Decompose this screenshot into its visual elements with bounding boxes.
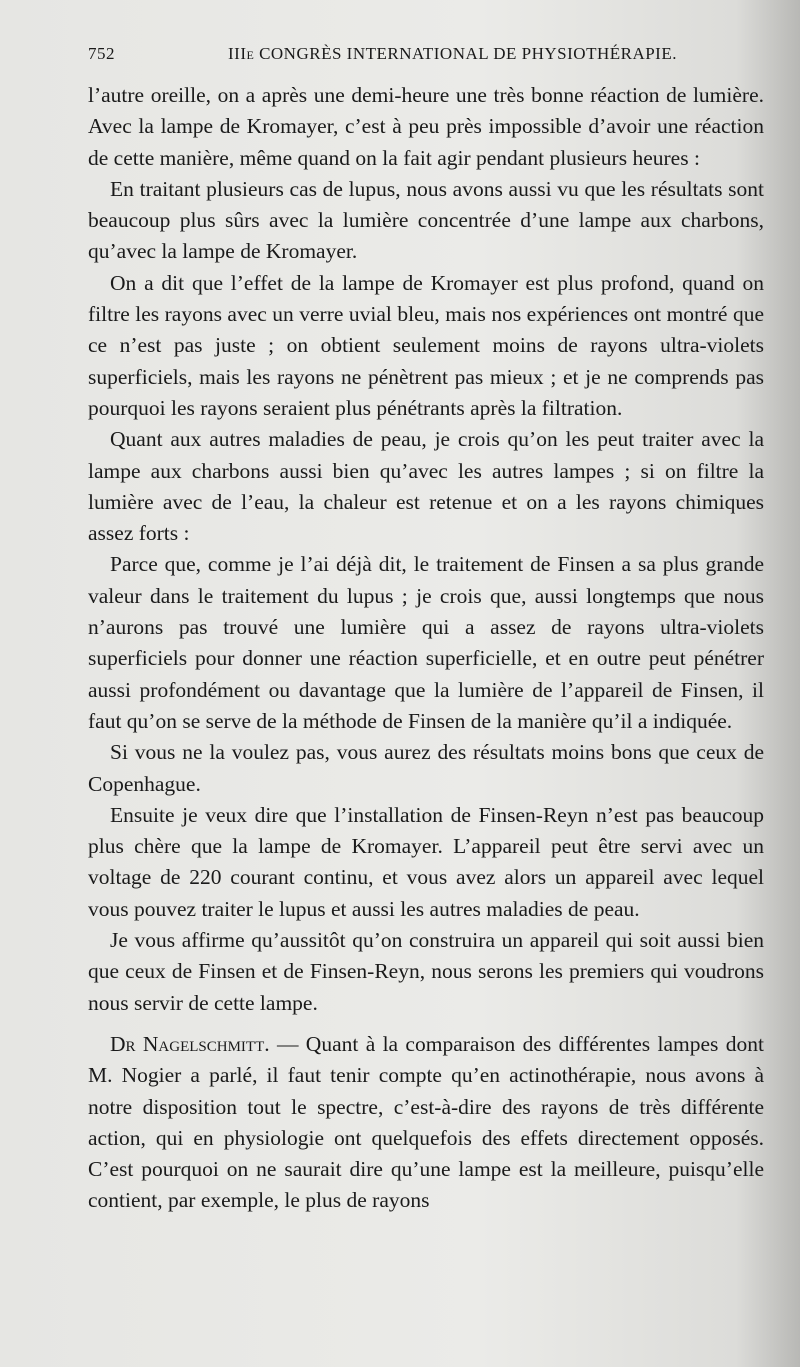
paragraph: Je vous affirme qu’aussitôt qu’on construira un appareil qui soit aussi bien que ceux de Finsen et de Finsen-Reyn, nous serons les premiers qui voudrons nous servir de cette lampe. [88,928,764,1015]
speaker-name: Dr Nagelschmitt. [110,1031,270,1056]
paragraph: On a dit que l’effet de la lampe de Kromayer est plus profond, quand on filtre les rayons avec un verre uvial bleu, mais nos expériences ont montré que ce n’est pas juste ; on obtient seulement moins de rayons ultra-violets superficiels, mais les rayons ne pénètrent pas mieux ; et je ne comprends pas pourquoi les rayons seraient plus pénétrants après la filtration. [88,270,764,420]
speech-paragraph [88,1029,764,1217]
page-header [88,44,778,64]
paragraph: Si vous ne la voulez pas, vous aurez des résultats moins bons que ceux de Copenhague. [88,740,764,796]
paragraph: En traitant plusieurs cas de lupus, nous avons aussi vu que les résultats sont beaucoup plus sûrs avec la lumière concentrée d’une lampe aux charbons, qu’avec la lampe de Kromayer. [88,176,764,264]
speech-text: — Quant à la comparaison des différentes lampes dont M. Nogier a parlé, il faut tenir compte qu’en actinothérapie, nous avons à notre disposition tout le spectre, c’est-à-dire des rayons de très différente action, qui en physiologie ont quelquefois des effets directement opposés. C’est pourquoi on ne saurait dire qu’une lampe est la meilleure, puisqu’elle contient, par exemple, le plus de rayons [88,1031,764,1213]
paragraph: l’autre oreille, on a après une demi-heure une très bonne réaction de lumière. Avec la lampe de Kromayer, c’est à peu près impossible d’avoir une réaction de cette manière, même quand on la fait agir pendant plusieurs heures : [88,83,764,170]
running-title: IIIe CONGRÈS INTERNATIONAL DE PHYSIOTHÉRAPIE. [228,44,677,63]
paragraph: Quant aux autres maladies de peau, je crois qu’on les peut traiter avec la lampe aux charbons aussi bien qu’avec les autres lampes ; si on filtre la lumière avec de l’eau, la chaleur est retenue et on a les rayons chimiques assez forts : [88,427,764,546]
paragraph: Ensuite je veux dire que l’installation de Finsen-Reyn n’est pas beaucoup plus chère que la lampe de Kromayer. L’appareil peut être servi avec un voltage de 220 courant continu, et vous avez alors un appareil avec lequel vous pouvez traiter le lupus et aussi les autres maladies de peau. [88,802,764,921]
body-text [88,80,764,1217]
paragraph: Parce que, comme je l’ai déjà dit, le traitement de Finsen a sa plus grande valeur dans le traitement du lupus ; je crois que, aussi longtemps que nous n’aurons pas trouvé une lumière qui a assez de rayons ultra-violets superficiels pour donner une réaction superficielle, et en outre peut pénétrer aussi profondément ou davantage que la lumière de l’appareil de Finsen, il faut qu’on se serve de la méthode de Finsen de la manière qu’il a indiquée. [88,552,764,733]
page-number: 752 [88,44,115,63]
